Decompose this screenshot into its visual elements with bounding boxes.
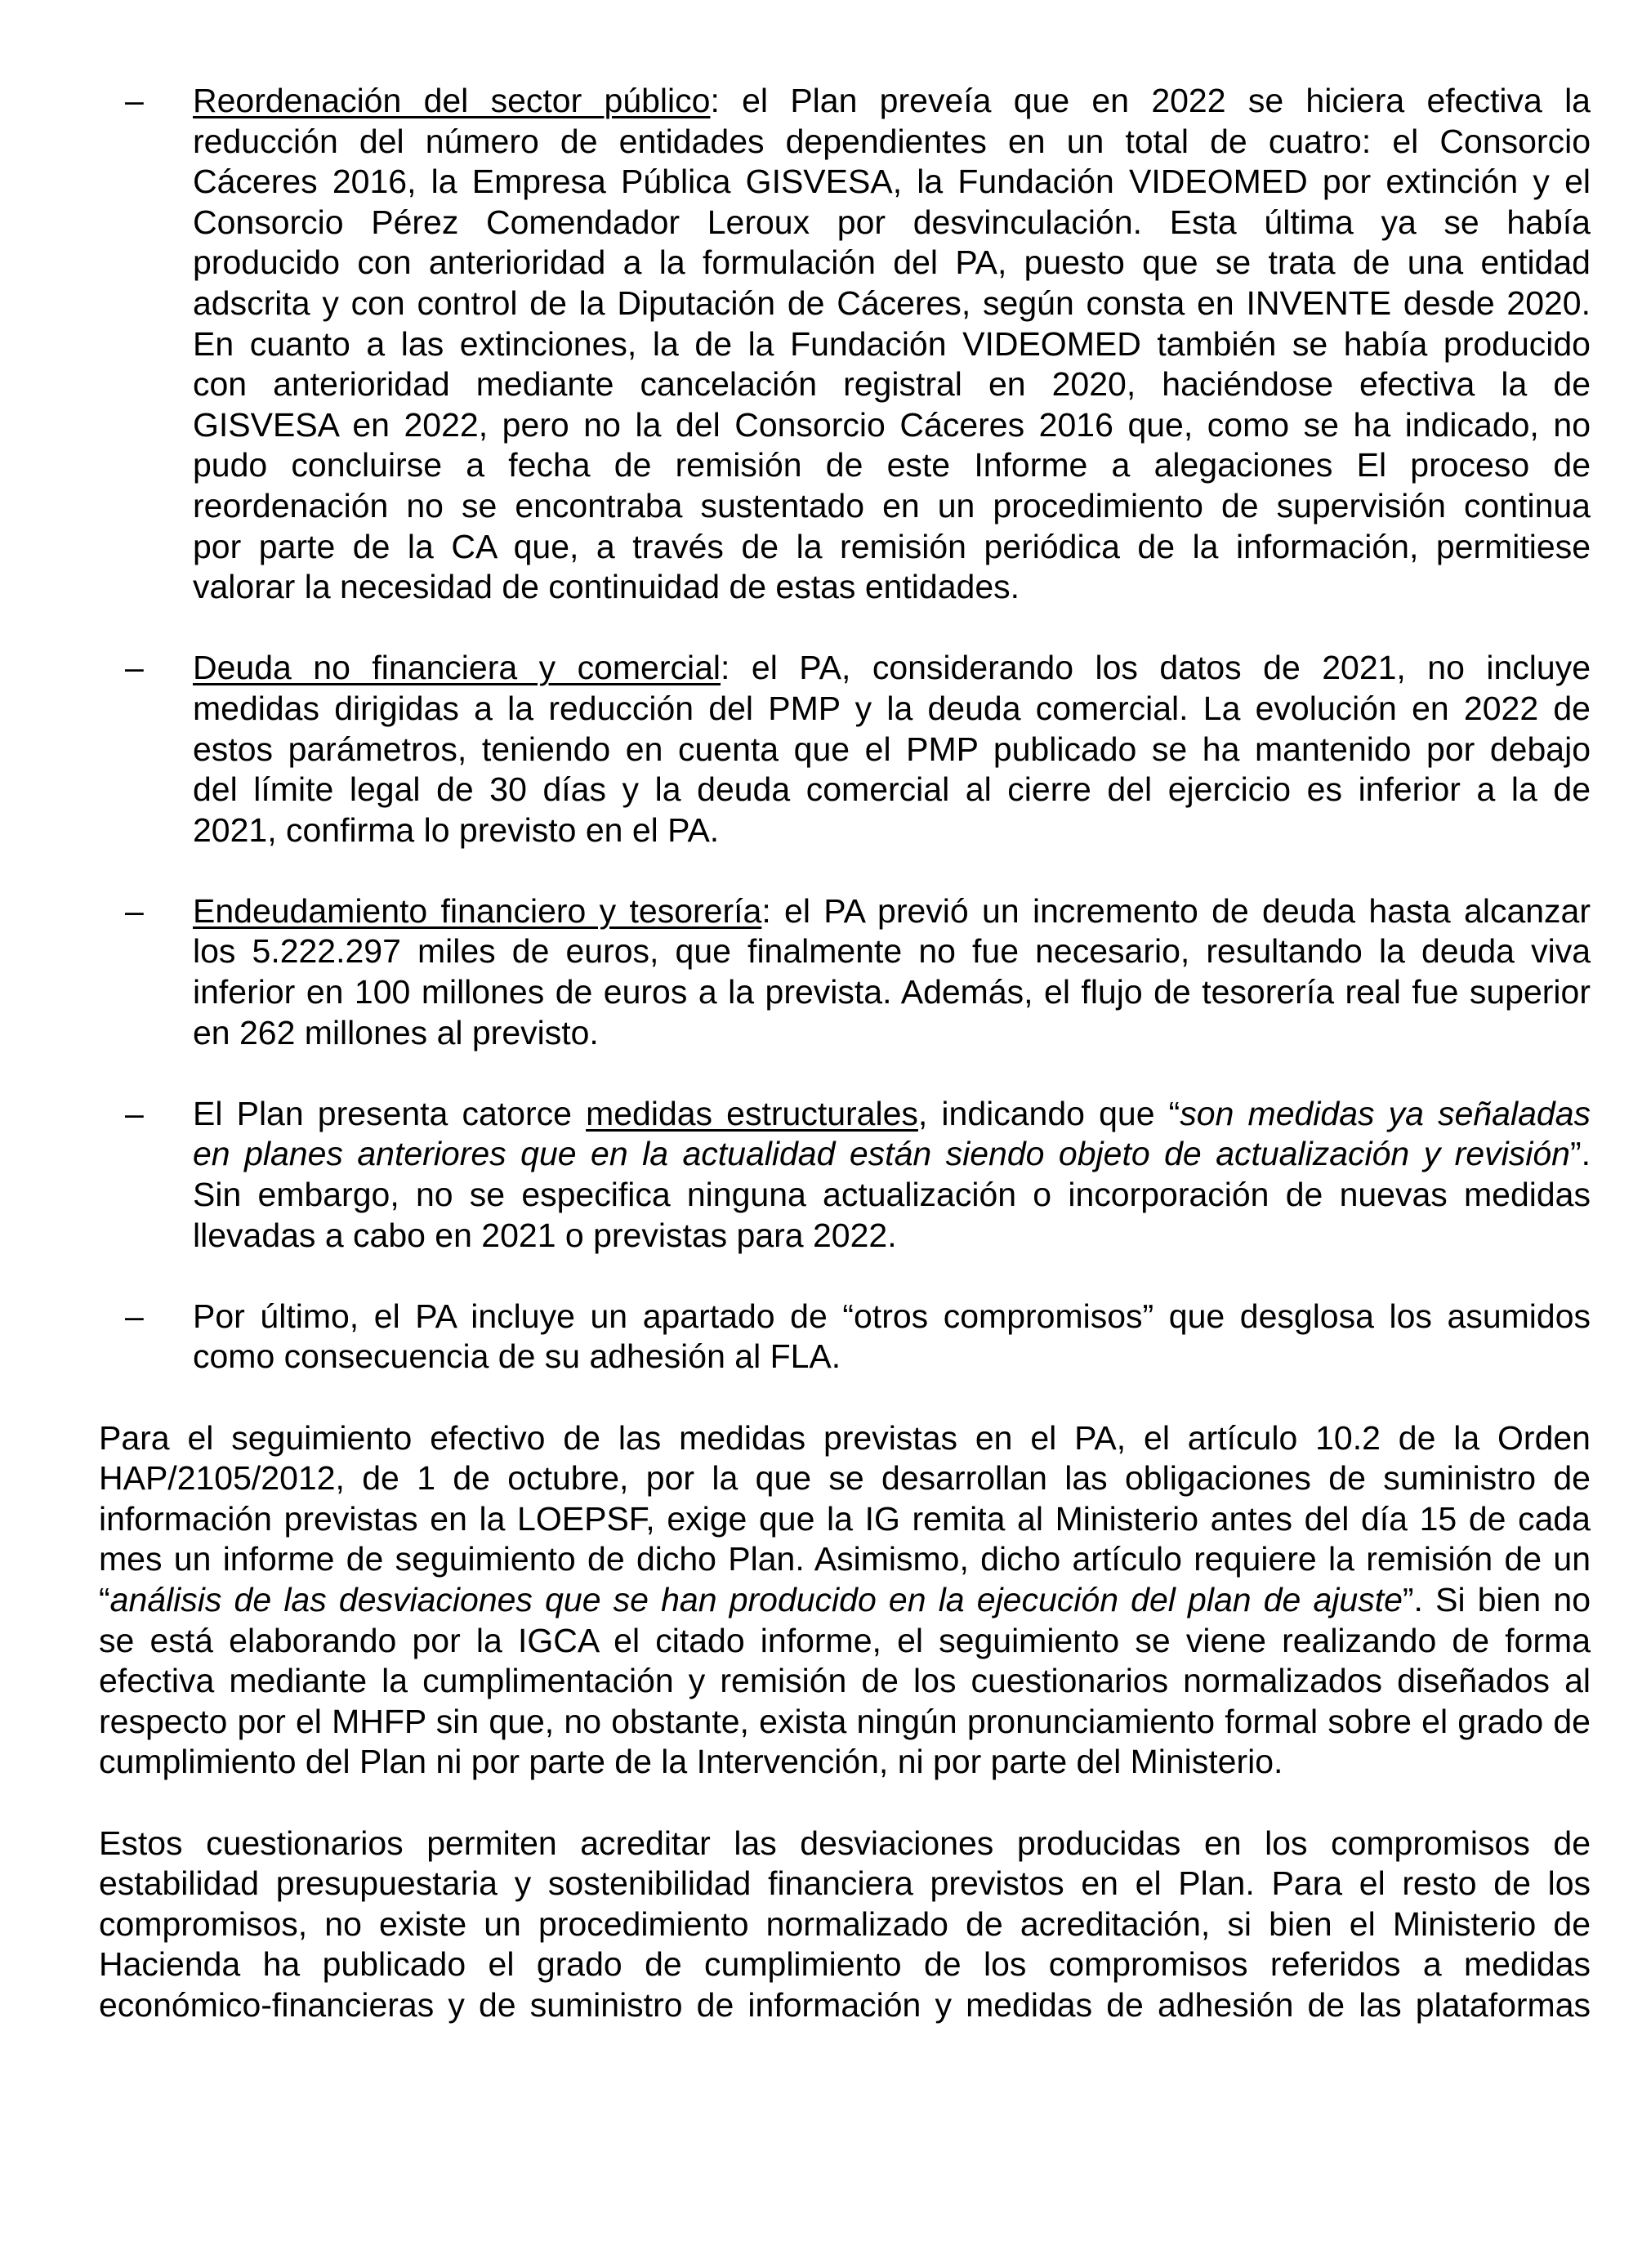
text-line bbox=[193, 567, 1591, 608]
text-line bbox=[193, 1216, 1591, 1257]
text-segment: El Plan presenta catorce bbox=[193, 1094, 587, 1132]
text-line bbox=[99, 1702, 1591, 1743]
text-segment: pudo concluirse a fecha de remisión de este Informe a alegaciones El proceso de bbox=[193, 446, 1591, 484]
text-segment: efectiva mediante la cumplimentación y remisión de los cuestionarios normalizados diseñados al bbox=[99, 1662, 1591, 1700]
text-line bbox=[193, 931, 1591, 972]
text-segment: valorar la necesidad de continuidad de estas entidades. bbox=[193, 568, 1020, 606]
text-segment: en 262 millones al previsto. bbox=[193, 1013, 599, 1051]
paragraph-spacer bbox=[0, 850, 1651, 891]
text-line bbox=[193, 810, 1591, 851]
text-line bbox=[193, 243, 1591, 284]
text-segment: con anterioridad mediante cancelación registral en 2020, haciéndose efectiva la de bbox=[193, 365, 1591, 404]
text-line bbox=[193, 1337, 1591, 1377]
bullet-medidas-estructurales bbox=[0, 1094, 1651, 1256]
text-segment: HAP/2105/2012, de 1 de octubre, por la que se desarrollan las obligaciones de suministro de bbox=[99, 1459, 1591, 1498]
text-segment: económico-financieras y de suministro de información y medidas de adhesión de las plataformas bbox=[99, 1985, 1591, 2024]
text-segment: por parte de la CA que, a través de la remisión periódica de la información, permitiese bbox=[193, 527, 1591, 565]
text-line bbox=[99, 1458, 1591, 1499]
text-segment: : el PA previó un incremento de deuda hasta alcanzar bbox=[761, 891, 1591, 930]
text-segment: los 5.222.297 miles de euros, que finalmente no fue necesario, resultando la deuda viva bbox=[193, 932, 1591, 971]
text-line bbox=[193, 486, 1591, 527]
text-segment: llevadas a cabo en 2021 o previstas para 2022. bbox=[193, 1216, 897, 1254]
text-segment: se está elaborando por la IGCA el citado informe, el seguimiento se viene realizando de forma bbox=[99, 1621, 1591, 1659]
dash-bullet-icon: – bbox=[125, 891, 144, 930]
text-line bbox=[193, 1134, 1591, 1175]
underlined-heading: Reordenación del sector público bbox=[193, 82, 711, 119]
text-line bbox=[193, 730, 1591, 770]
text-segment: Consorcio Pérez Comendador Leroux por desvinculación. Esta última ya se había bbox=[193, 203, 1591, 241]
text-line bbox=[99, 1824, 1591, 1864]
paragraph-seguimiento bbox=[0, 1418, 1651, 1783]
text-line bbox=[193, 648, 1591, 689]
text-line bbox=[193, 689, 1591, 730]
text-segment: Cáceres 2016, la Empresa Pública GISVESA, la Fundación VIDEOMED por extinción y el bbox=[193, 163, 1591, 201]
text-segment: GISVESA en 2022, pero no la del Consorcio Cáceres 2016 que, como se ha indicado, no bbox=[193, 405, 1591, 444]
bullet-deuda-no-financiera bbox=[0, 648, 1651, 850]
text-segment: información previstas en la LOEPSF, exige que la IG remita al Ministerio antes del día 15 de cada bbox=[99, 1499, 1591, 1538]
text-segment: Sin embargo, no se especifica ninguna actualización o incorporación de nuevas medidas bbox=[193, 1176, 1591, 1214]
paragraph-cuestionarios bbox=[0, 1824, 1651, 2026]
text-line bbox=[99, 1621, 1591, 1662]
text-line bbox=[99, 1499, 1591, 1540]
text-line bbox=[193, 81, 1591, 122]
text-line bbox=[193, 284, 1591, 324]
bullet-endeudamiento-financiero bbox=[0, 891, 1651, 1053]
text-line bbox=[99, 1539, 1591, 1580]
text-segment: reducción del número de entidades dependientes en un total de cuatro: el Consorcio bbox=[193, 122, 1591, 160]
bullet-otros-compromisos bbox=[0, 1297, 1651, 1377]
text-line bbox=[99, 1904, 1591, 1945]
text-line bbox=[193, 364, 1591, 405]
text-segment: estabilidad presupuestaria y sostenibilidad financiera previstos en el Plan. Para el resto de los bbox=[99, 1864, 1591, 1903]
italic-quote: son medidas ya señaladas bbox=[1180, 1094, 1591, 1132]
text-segment: Por último, el PA incluye un apartado de “otros compromisos” que desglosa los asumidos bbox=[193, 1297, 1591, 1335]
text-line bbox=[99, 1580, 1591, 1621]
text-line bbox=[193, 405, 1591, 446]
paragraph-spacer bbox=[0, 1377, 1651, 1418]
text-segment: estos parámetros, teniendo en cuenta que el PMP publicado se ha mantenido por debajo bbox=[193, 730, 1591, 768]
text-line bbox=[193, 1297, 1591, 1337]
text-line bbox=[99, 1944, 1591, 1985]
text-line bbox=[193, 972, 1591, 1013]
text-segment: “ bbox=[99, 1580, 110, 1618]
text-line bbox=[193, 770, 1591, 810]
text-line bbox=[193, 1013, 1591, 1054]
text-line bbox=[193, 1094, 1591, 1135]
dash-bullet-icon: – bbox=[125, 1297, 144, 1335]
text-segment: cumplimiento del Plan ni por parte de la Intervención, ni por parte del Ministerio. bbox=[99, 1743, 1283, 1781]
text-segment: ”. Si bien no bbox=[1402, 1580, 1591, 1618]
text-segment: medidas dirigidas a la reducción del PMP y la deuda comercial. La evolución en 2022 de bbox=[193, 689, 1591, 727]
text-segment: Estos cuestionarios permiten acreditar las desviaciones producidas en los compromisos de bbox=[99, 1824, 1591, 1862]
text-segment: producido con anterioridad a la formulación del PA, puesto que se trata de una entidad bbox=[193, 243, 1591, 282]
dash-bullet-icon: – bbox=[125, 82, 144, 119]
underlined-heading: medidas estructurales bbox=[586, 1094, 918, 1132]
text-segment: compromisos, no existe un procedimiento normalizado de acreditación, si bien el Ministerio de bbox=[99, 1904, 1591, 1943]
paragraph-spacer bbox=[0, 608, 1651, 649]
text-segment: como consecuencia de su adhesión al FLA. bbox=[193, 1337, 841, 1376]
paragraph-spacer bbox=[0, 1053, 1651, 1094]
paragraph-spacer bbox=[0, 1783, 1651, 1824]
text-segment: mes un informe de seguimiento de dicho Plan. Asimismo, dicho artículo requiere la remisión de un bbox=[99, 1540, 1591, 1578]
text-segment: Hacienda ha publicado el grado de cumplimiento de los compromisos referidos a medidas bbox=[99, 1945, 1591, 1984]
text-segment: adscrita y con control de la Diputación de Cáceres, según consta en INVENTE desde 2020. bbox=[193, 284, 1591, 322]
text-line bbox=[99, 1985, 1591, 2026]
document-page bbox=[0, 81, 1651, 2026]
paragraph-spacer bbox=[0, 1256, 1651, 1297]
bullet-reordenacion-sector-publico bbox=[0, 81, 1651, 608]
italic-quote: en planes anteriores que en la actualidad están siendo objeto de actualización y revisión bbox=[193, 1135, 1570, 1173]
text-line bbox=[99, 1418, 1591, 1459]
text-line bbox=[99, 1742, 1591, 1783]
text-segment: respecto por el MHFP sin que, no obstante, exista ningún pronunciamiento formal sobre el grado de bbox=[99, 1702, 1591, 1740]
text-segment: : el PA, considerando los datos de 2021, no incluye bbox=[721, 649, 1591, 687]
text-line bbox=[193, 162, 1591, 203]
text-line bbox=[193, 122, 1591, 163]
dash-bullet-icon: – bbox=[125, 1094, 144, 1132]
text-line bbox=[193, 891, 1591, 932]
dash-bullet-icon: – bbox=[125, 649, 144, 687]
text-segment: 2021, confirma lo previsto en el PA. bbox=[193, 810, 720, 849]
text-segment: reordenación no se encontraba sustentado en un procedimiento de supervisión continua bbox=[193, 486, 1591, 525]
text-segment: , indicando que “ bbox=[917, 1094, 1180, 1132]
text-line bbox=[193, 324, 1591, 365]
underlined-heading: Endeudamiento financiero y tesorería bbox=[193, 891, 762, 930]
text-line bbox=[99, 1661, 1591, 1702]
text-segment: inferior en 100 millones de euros a la prevista. Además, el flujo de tesorería real fue superior bbox=[193, 973, 1591, 1011]
text-segment: : el Plan preveía que en 2022 se hiciera efectiva la bbox=[710, 82, 1591, 119]
text-segment: En cuanto a las extinciones, la de la Fundación VIDEOMED también se había producido bbox=[193, 324, 1591, 363]
underlined-heading: Deuda no financiera y comercial bbox=[193, 649, 721, 687]
text-segment: Para el seguimiento efectivo de las medidas previstas en el PA, el artículo 10.2 de la Orden bbox=[99, 1418, 1591, 1457]
text-line bbox=[193, 527, 1591, 568]
text-line bbox=[99, 1864, 1591, 1904]
text-line bbox=[193, 1175, 1591, 1216]
text-segment: del límite legal de 30 días y la deuda comercial al cierre del ejercicio es inferior a la de bbox=[193, 770, 1591, 809]
italic-quote: análisis de las desviaciones que se han producido en la ejecución del plan de ajuste bbox=[109, 1580, 1403, 1618]
text-line bbox=[193, 203, 1591, 243]
text-line bbox=[193, 445, 1591, 486]
text-segment: ”. bbox=[1569, 1135, 1591, 1173]
